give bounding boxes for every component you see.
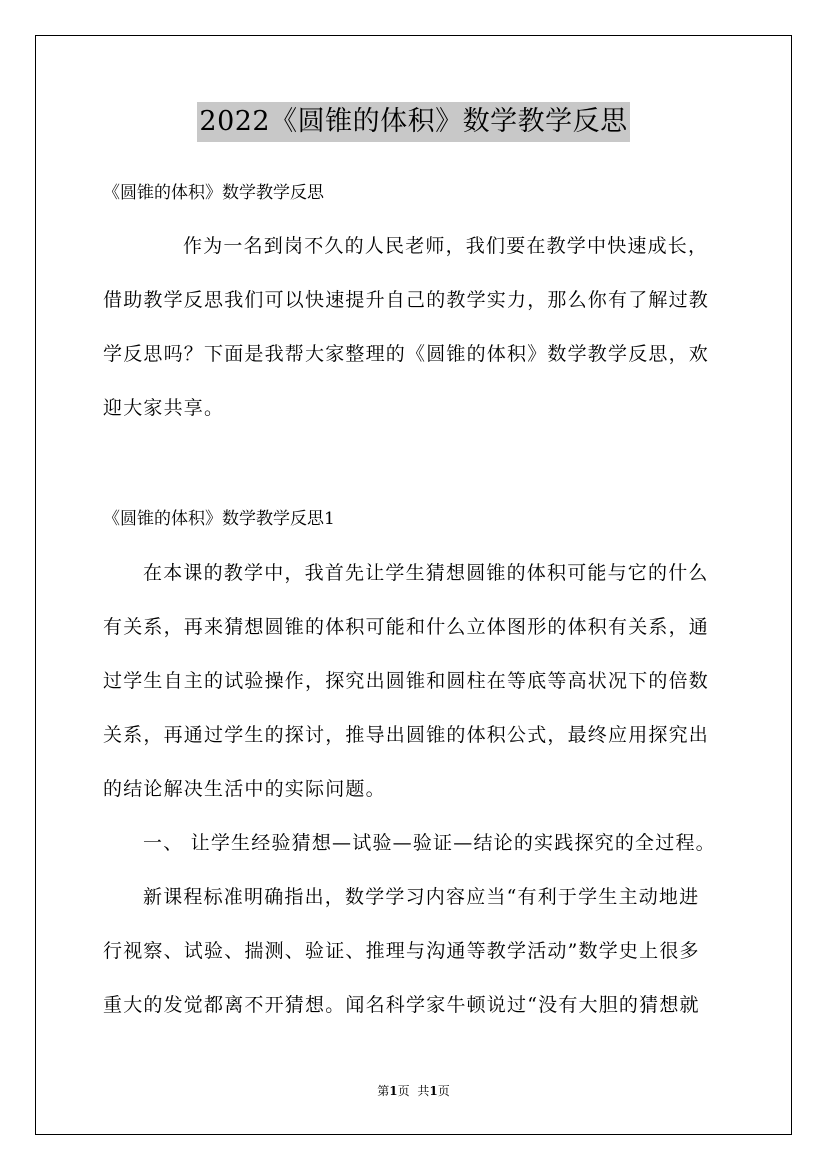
intro-line: 借助教学反思我们可以快速提升自己的教学实力，那么你有了解过教 [103,289,710,311]
section-body [103,546,743,1032]
body-line: 过学生自主的试验操作，探究出圆锥和圆柱在等底等高状况下的倍数 [103,670,710,692]
intro-paragraph [103,219,743,435]
body-line: 在本课的教学中，我首先让学生猜想圆锥的体积可能与它的什么 [143,562,709,584]
section-heading: 《圆锥的体积》数学教学反思1 [103,509,335,529]
body-line: 行视察、试验、揣测、验证、推理与沟通等教学活动”数学史上很多 [103,940,700,962]
title-block [0,102,827,142]
page-total: 1 [429,1084,438,1098]
document-subtitle: 《圆锥的体积》数学教学反思 [103,183,324,203]
page-footer [0,1083,827,1099]
body-line: 一、 让学生经验猜想—试验—验证—结论的实践探究的全过程。 [143,832,716,854]
document-title: 2022《圆锥的体积》数学教学反思 [197,102,629,142]
intro-line: 迎大家共享。 [103,397,225,419]
page-total-suffix: 页 [437,1084,450,1098]
page-total-prefix: 共 [417,1084,430,1098]
body-line: 新课程标准明确指出，数学学习内容应当“有利于学生主动地进 [143,886,700,908]
body-line: 关系，再通过学生的探讨，推导出圆锥的体积公式，最终应用探究出 [103,724,710,746]
intro-line: 学反思吗？下面是我帮大家整理的《圆锥的体积》数学教学反思，欢 [103,343,710,365]
page-number-prefix: 第 [377,1084,390,1098]
intro-line: 作为一名到岗不久的人民老师，我们要在教学中快速成长， [183,235,709,257]
body-line: 有关系，再来猜想圆锥的体积可能和什么立体图形的体积有关系，通 [103,616,710,638]
page-number-current: 1 [389,1084,398,1098]
body-line: 的结论解决生活中的实际问题。 [103,778,386,800]
body-line: 重大的发觉都离不开猜想。闻名科学家牛顿说过“没有大胆的猜想就 [103,994,700,1016]
page-number-suffix: 页 [397,1084,410,1098]
